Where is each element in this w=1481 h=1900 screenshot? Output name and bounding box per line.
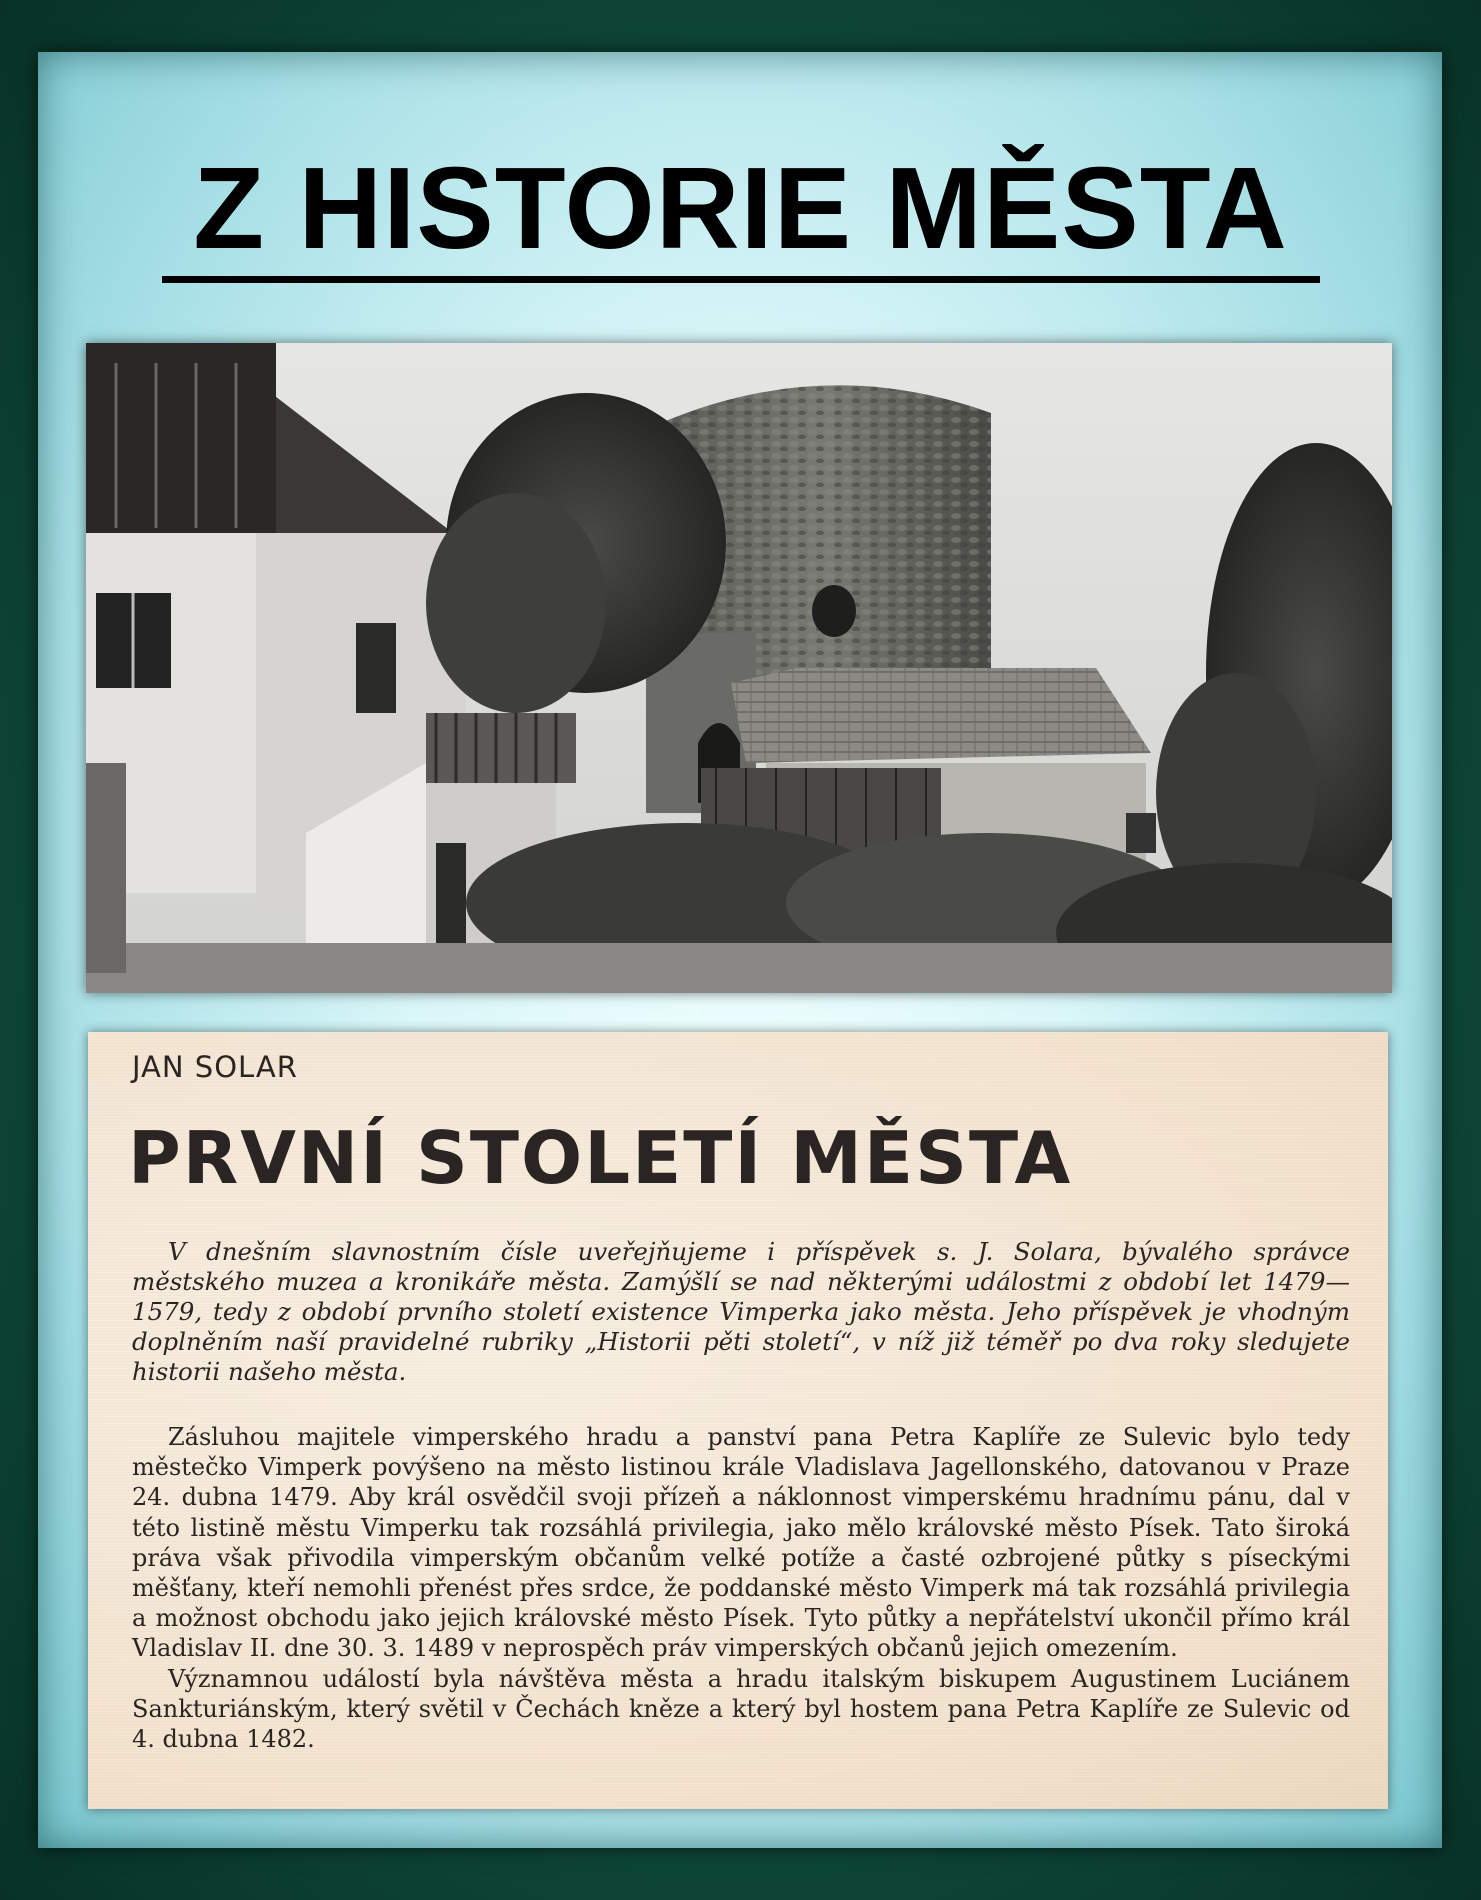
article-paragraph: Zásluhou majitele vimperského hradu a panství pana Petra Kaplíře ze Sulevic bylo tedy městečko Vimperk povýšeno na město listinou krále Vladislava Jagellonského, datovanou v Praze 24. dubna 1479. Aby král osvědčil svoji přízeň a náklonnost vimperskému hradnímu pánu, dal v této listině městu Vimperku tak rozsáhlá privilegia, jako mělo královské město Písek. Tato široká práva však přivodila vimperským občanům velké potíže a časté ozbrojené půtky s píseckými měšťany, kteří nemohli přenést přes srdce, že poddanské město Vimperk má tak rozsáhlá privilegia a možnost obchodu jako jejich královské město Písek. Tyto půtky a nepřátelství ukončil přímo král Vladislav II. dne 30. 3. 1489 v neprospěch práv vimperských občanů jejich omezením. bbox=[132, 1423, 1350, 1663]
article-intro: V dnešním slavnostním čísle uveřejňujeme i příspěvek s. J. Solara, bývalého správce městského muzea a kronikáře města. Zamýšlí se nad některými událostmi z období let 1479—1579, tedy z období prvního století existence Vimperka jako města. Jeho příspěvek je vhodným doplněním naší pravidelné rubriky „Historii pěti století“, v níž již téměř po dva roky sledujete historii našeho města. bbox=[132, 1237, 1350, 1386]
castle-tower-illustration bbox=[86, 343, 1392, 993]
article-body bbox=[132, 1422, 1350, 1754]
page-title: Z HISTORIE MĚSTA bbox=[193, 143, 1288, 273]
article-paragraph: Významnou událostí byla návštěva města a hradu italským biskupem Augustinem Luciánem Sankturiánským, který světil v Čechách kněze a který byl hostem pana Petra Kaplíře ze Sulevic od 4. dubna 1482. bbox=[132, 1664, 1350, 1754]
article-author: JAN SOLAR bbox=[132, 1050, 298, 1084]
title-underline bbox=[162, 276, 1320, 283]
newspaper-clipping bbox=[88, 1032, 1388, 1809]
article-heading: PRVNÍ STOLETÍ MĚSTA bbox=[128, 1116, 1073, 1200]
historic-photo bbox=[86, 343, 1392, 993]
